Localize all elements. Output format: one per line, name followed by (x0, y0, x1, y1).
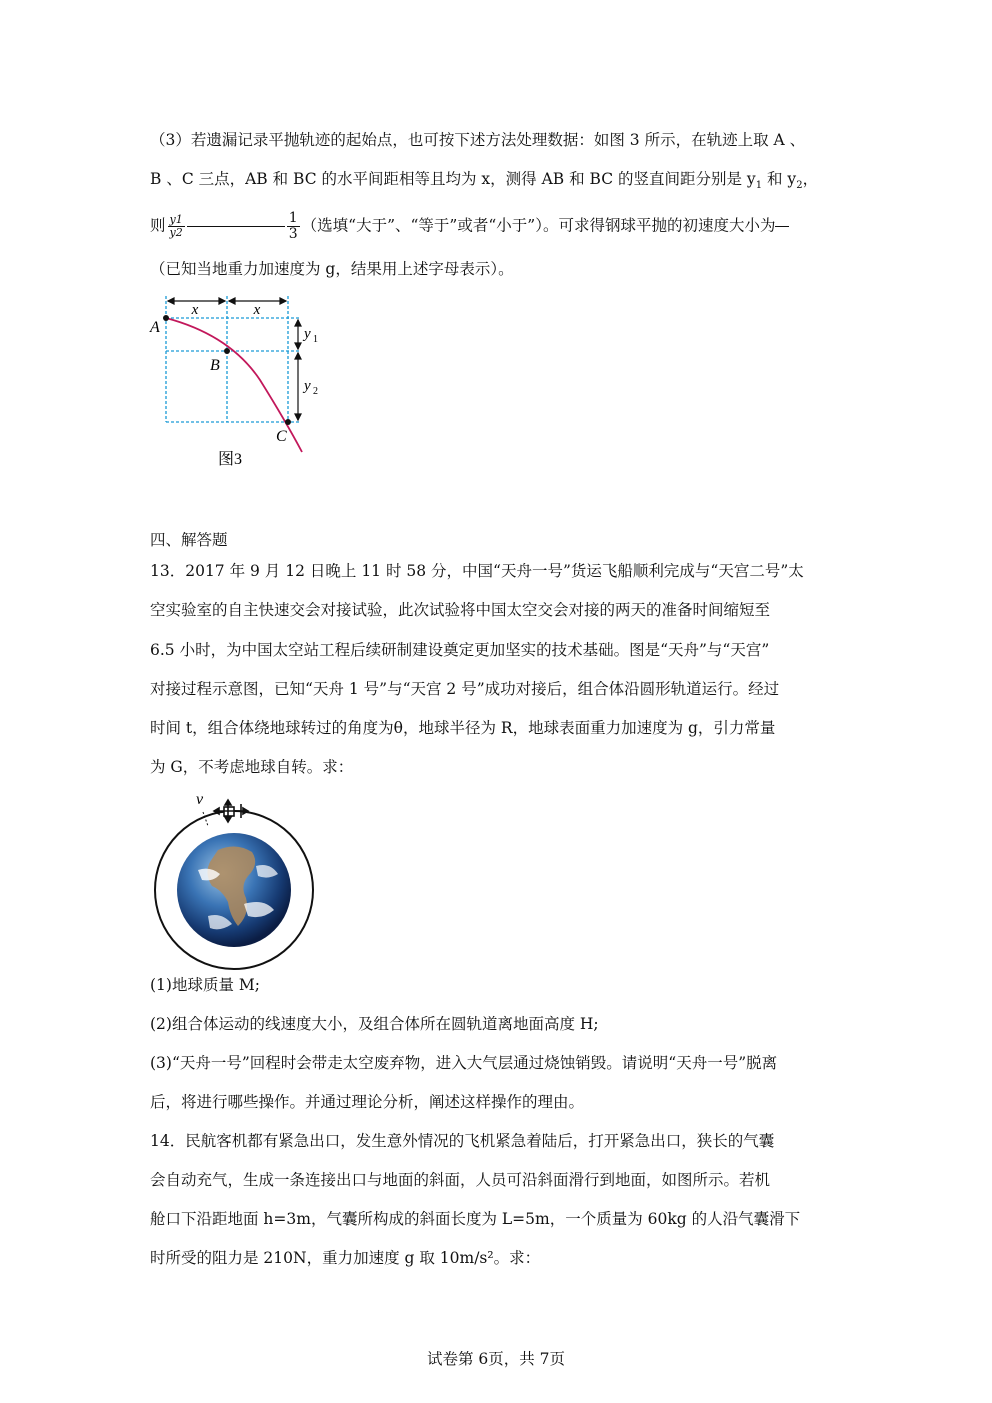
q14-line4: 时所受的阻力是 210N，重力加速度 g 取 10m/s²。求： (150, 1249, 541, 1267)
label-x-1: x (191, 302, 199, 318)
arrow-head (295, 414, 301, 420)
q12-3-line3-prefix: 则 (150, 216, 166, 235)
figure-3-diagram (140, 290, 330, 480)
q12-3-line1: （3）若遗漏记录平抛轨迹的起始点，也可按下述方法处理数据：如图 3 所示，在轨迹上取 A 、 (150, 131, 806, 149)
q12-3-line3 (150, 211, 789, 242)
answer-blank-comparison[interactable] (187, 226, 285, 227)
q13-sub1: (1)地球质量 M; (150, 976, 260, 994)
arrow-head (229, 298, 235, 304)
q12-3-line2-text: B 、C 三点，AB 和 BC 的水平间距相等且均为 x，测得 AB 和 BC 的竖直间距分别是 y (150, 170, 756, 188)
q12-3-line2 (150, 169, 818, 196)
label-y1-sub: 1 (313, 334, 318, 345)
y1-subscript: 1 (755, 180, 763, 192)
point-a (163, 315, 169, 321)
point-c (285, 419, 291, 425)
q14-line1: 14．民航客机都有紧急出口，发生意外情况的飞机紧急着陆后，打开紧急出口，狭长的气囊 (150, 1132, 775, 1150)
velocity-label: v (196, 791, 204, 808)
label-y1: y (304, 326, 311, 342)
label-x-2: x (253, 302, 261, 318)
earth-orbit-diagram (148, 786, 324, 972)
label-c: C (276, 428, 287, 445)
label-a: A (150, 319, 160, 336)
label-y2: y (304, 378, 311, 394)
q13-line5: 时间 t，组合体绕地球转过的角度为θ，地球半径为 R，地球表面重力加速度为 g，引力常量 (150, 719, 776, 737)
arrow-head (280, 298, 286, 304)
q12-3-line2-end: ， (802, 170, 819, 188)
arrow-head (295, 320, 301, 326)
q13-sub3-line1: (3)“天舟一号”回程时会带走太空废弃物，进入大气层通过烧蚀销毁。请说明“天舟一号”脱离 (150, 1054, 778, 1072)
one-third-numerator: 1 (288, 210, 298, 226)
q12-3-line4: （已知当地重力加速度为 g，结果用上述字母表示）。 (150, 260, 514, 278)
q13-line1: 13．2017 年 9 月 12 日晚上 11 时 58 分，中国“天舟一号”货运飞船顺利完成与“天宫二号”太 (150, 562, 804, 580)
y2-subscript: 2 (796, 180, 803, 192)
q13-line6: 为 G，不考虑地球自转。求： (150, 758, 354, 776)
page-footer: 试卷第 6页，共 7页 (426, 1350, 566, 1368)
one-third-denominator: 3 (288, 226, 298, 242)
q13-line4: 对接过程示意图，已知“天舟 1 号”与“天宫 2 号”成功对接后，组合体沿圆形轨道运行。经过 (150, 680, 780, 698)
q13-line3: 6.5 小时，为中国太空站工程后续研制建设奠定更加坚实的技术基础。图是“天舟”与“天宫” (150, 641, 770, 659)
ratio-fraction (168, 214, 185, 239)
arrow-head (295, 343, 301, 349)
q14-line3: 舱口下沿距地面 h=3m，气囊所构成的斜面长度为 L=5m，一个质量为 60kg 的人沿气囊滑下 (150, 1210, 801, 1228)
ratio-denominator: y2 (169, 226, 183, 239)
arrow-head (168, 298, 174, 304)
point-b (224, 348, 230, 354)
q14-line2: 会自动充气，生成一条连接出口与地面的斜面，人员可沿斜面滑行到地面，如图所示。若机 (150, 1171, 771, 1189)
ratio-numerator: y1 (169, 213, 183, 226)
one-third-fraction (287, 211, 300, 242)
q13-sub3-line2: 后，将进行哪些操作。并通过理论分析，阐述这样操作的理由。 (150, 1093, 585, 1111)
arrow-head (219, 298, 225, 304)
label-y2-sub: 2 (313, 386, 318, 397)
figure-3-caption: 图3 (217, 451, 243, 468)
q13-sub2: (2)组合体运动的线速度大小，及组合体所在圆轨道离地面高度 H; (150, 1015, 599, 1033)
arrow-head (295, 353, 301, 359)
answer-blank-velocity[interactable] (775, 226, 789, 227)
section-title: 四、解答题 (150, 531, 228, 549)
spacecraft-icon (214, 800, 248, 822)
velocity-dashed-line (203, 812, 208, 826)
q12-3-line3-text: （选填“大于”、“等于”或者“小于”）。可求得钢球平抛的初速度大小为 (301, 216, 776, 235)
label-b: B (210, 357, 220, 374)
q12-3-line2-mid: 和 y (762, 170, 797, 188)
q13-line2: 空实验室的自主快速交会对接试验，此次试验将中国太空交会对接的两天的准备时间缩短至 (150, 601, 771, 619)
